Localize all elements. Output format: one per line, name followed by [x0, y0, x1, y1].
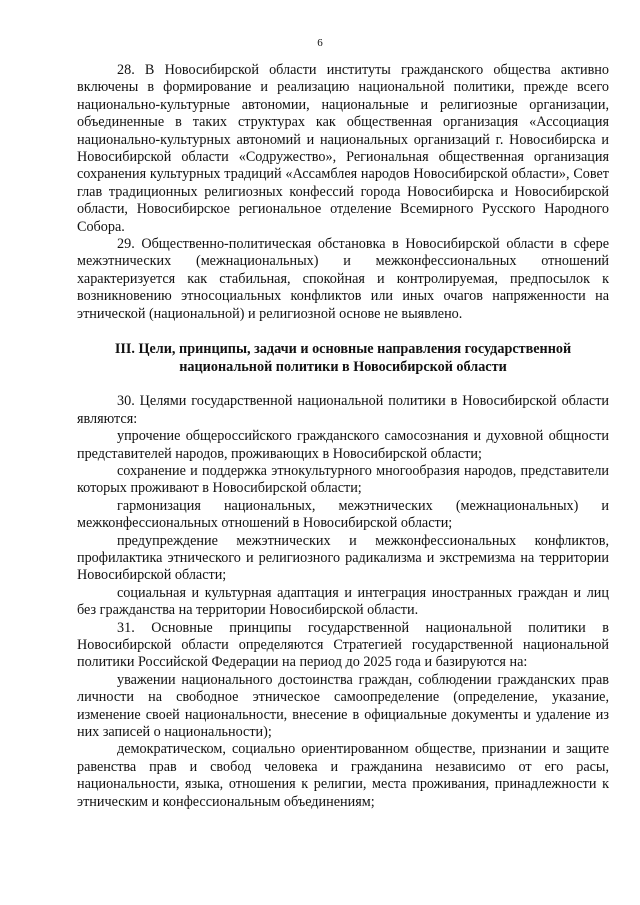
- paragraph-28: 28. В Новосибирской области институты гражданского общества активно включены в формирование и реализацию национальной политики, прежде всего национально-культурные автономии, национальные и религиозные организации, объединенные в таких структурах как общественная организация «Ассоциация национально-культурных автономий и национальных организаций г. Новосибирска и Новосибирской области «Содружество», Региональная общественная организация сохранения культурных традиций «Ассамблея народов Новосибирской области», Совет глав традиционных религиозных конфессий города Новосибирска и Новосибирской области, Новосибирское региональное отделение Всемирного Русского Народного Собора.: [77, 62, 609, 235]
- page-number: 6: [317, 37, 323, 49]
- paragraph-31: 31. Основные принципы государственной национальной политики в Новосибирской области определяются Стратегией государственной национальной политики Российской Федерации на период до 2025 года и базируются на:: [77, 619, 609, 671]
- paragraph-30-item-1: упрочение общероссийского гражданского самосознания и духовной общности представителей народов, проживающих в Новосибирской области;: [77, 428, 609, 462]
- paragraph-30: 30. Целями государственной национальной политики в Новосибирской области являются:: [77, 393, 609, 427]
- section-heading: III. Цели, принципы, задачи и основные направления государственной национальной политики в Новосибирской области: [114, 341, 572, 375]
- paragraph-30-item-4: предупреждение межэтнических и межконфессиональных конфликтов, профилактика этнического и религиозного радикализма и экстремизма на территории Новосибирской области;: [77, 532, 609, 584]
- paragraph-30-item-5: социальная и культурная адаптация и интеграция иностранных граждан и лиц без гражданства на территории Новосибирской области.: [77, 584, 609, 619]
- paragraph-31-item-2: демократическом, социально ориентированном обществе, признании и защите равенства прав и свобод человека и гражданина независимо от его расы, национальности, языка, отношения к религии, места проживания, принадлежности к этническим и конфессиональным объединениям;: [77, 741, 609, 810]
- document-body: [77, 62, 609, 811]
- paragraph-29: 29. Общественно-политическая обстановка в Новосибирской области в сфере межэтнических (межнациональных) и межконфессиональных отношений характеризуется как стабильная, спокойная и контролируемая, предпосылок к возникновению этносоциальных конфликтов или иных очагов напряженности на этнической (национальной) и религиозной основе не выявлено.: [77, 236, 609, 322]
- paragraph-30-item-2: сохранение и поддержка этнокультурного многообразия народов, представители которых проживают в Новосибирской области;: [77, 462, 609, 497]
- paragraph-30-item-3: гармонизация национальных, межэтнических (межнациональных) и межконфессиональных отношений в Новосибирской области;: [77, 497, 609, 532]
- paragraph-31-item-1: уважении национального достоинства граждан, соблюдении гражданских прав личности на свободное этническое самоопределение (определение, указание, изменение своей национальности, внесение в официальные документы и удаление из них записей о национальности);: [77, 671, 609, 740]
